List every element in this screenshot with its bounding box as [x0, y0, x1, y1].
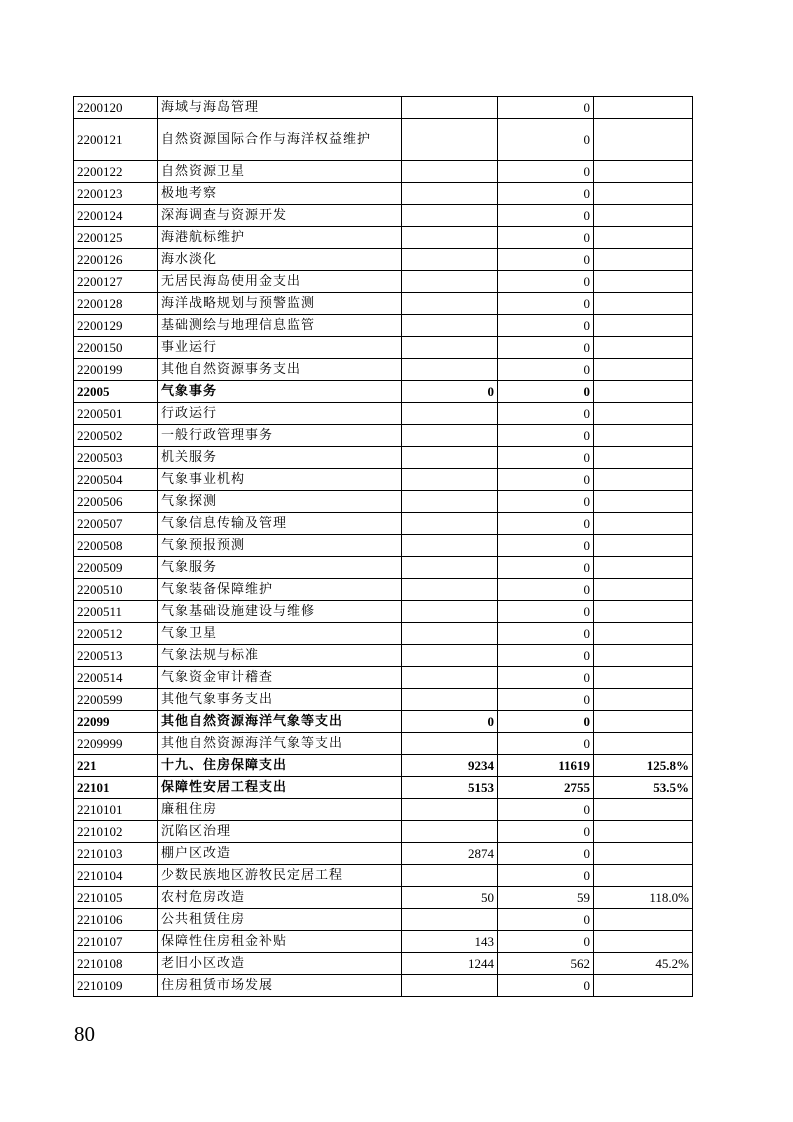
- row-name: 海洋战略规划与预警监测: [158, 293, 402, 315]
- row-actual-value: 0: [498, 119, 594, 161]
- row-code: 2200513: [74, 645, 158, 667]
- row-code: 22005: [74, 381, 158, 403]
- row-actual-value: 0: [498, 821, 594, 843]
- row-code: 2200514: [74, 667, 158, 689]
- row-percent-value: [594, 623, 693, 645]
- row-name: 廉租住房: [158, 799, 402, 821]
- row-percent-value: [594, 491, 693, 513]
- row-code: 2200150: [74, 337, 158, 359]
- table-row: [74, 909, 693, 931]
- row-percent-value: [594, 271, 693, 293]
- row-percent-value: [594, 535, 693, 557]
- row-code: 2210108: [74, 953, 158, 975]
- table-row: [74, 843, 693, 865]
- row-code: 2210102: [74, 821, 158, 843]
- row-code: 2210103: [74, 843, 158, 865]
- row-actual-value: 0: [498, 97, 594, 119]
- table-row: [74, 183, 693, 205]
- row-budget-value: [402, 557, 498, 579]
- row-code: 2210107: [74, 931, 158, 953]
- row-percent-value: [594, 975, 693, 997]
- row-actual-value: 0: [498, 425, 594, 447]
- row-budget-value: [402, 909, 498, 931]
- row-budget-value: [402, 667, 498, 689]
- row-percent-value: [594, 645, 693, 667]
- row-code: 22101: [74, 777, 158, 799]
- row-percent-value: [594, 601, 693, 623]
- row-actual-value: 11619: [498, 755, 594, 777]
- row-budget-value: [402, 733, 498, 755]
- row-code: 2210104: [74, 865, 158, 887]
- row-actual-value: 59: [498, 887, 594, 909]
- row-percent-value: [594, 337, 693, 359]
- row-code: 2209999: [74, 733, 158, 755]
- row-name: 气象信息传输及管理: [158, 513, 402, 535]
- row-code: 2200511: [74, 601, 158, 623]
- row-budget-value: [402, 249, 498, 271]
- row-name: 老旧小区改造: [158, 953, 402, 975]
- row-code: 2200125: [74, 227, 158, 249]
- row-budget-value: [402, 425, 498, 447]
- table-row: [74, 887, 693, 909]
- row-name: 海港航标维护: [158, 227, 402, 249]
- budget-table: [73, 96, 693, 997]
- row-percent-value: [594, 97, 693, 119]
- row-code: 2200121: [74, 119, 158, 161]
- row-actual-value: 0: [498, 733, 594, 755]
- row-budget-value: [402, 271, 498, 293]
- row-budget-value: [402, 689, 498, 711]
- table-row: [74, 469, 693, 491]
- row-code: 2200507: [74, 513, 158, 535]
- row-budget-value: [402, 315, 498, 337]
- row-actual-value: 0: [498, 711, 594, 733]
- row-budget-value: [402, 359, 498, 381]
- row-name: 海水淡化: [158, 249, 402, 271]
- table-body: [74, 97, 693, 997]
- row-name: 气象装备保障维护: [158, 579, 402, 601]
- table-row: [74, 557, 693, 579]
- row-name: 自然资源国际合作与海洋权益维护: [158, 119, 402, 161]
- row-name: 无居民海岛使用金支出: [158, 271, 402, 293]
- row-budget-value: [402, 799, 498, 821]
- row-actual-value: 0: [498, 447, 594, 469]
- table-row: [74, 667, 693, 689]
- row-budget-value: 5153: [402, 777, 498, 799]
- table-row: [74, 271, 693, 293]
- row-budget-value: 0: [402, 381, 498, 403]
- row-budget-value: [402, 579, 498, 601]
- row-name: 海域与海岛管理: [158, 97, 402, 119]
- row-code: 2200502: [74, 425, 158, 447]
- row-actual-value: 0: [498, 557, 594, 579]
- row-actual-value: 0: [498, 183, 594, 205]
- row-budget-value: [402, 337, 498, 359]
- row-code: 22099: [74, 711, 158, 733]
- row-code: 2200503: [74, 447, 158, 469]
- row-name: 十九、住房保障支出: [158, 755, 402, 777]
- row-percent-value: [594, 447, 693, 469]
- row-actual-value: 0: [498, 403, 594, 425]
- row-actual-value: 0: [498, 337, 594, 359]
- row-code: 221: [74, 755, 158, 777]
- row-percent-value: [594, 821, 693, 843]
- row-budget-value: [402, 403, 498, 425]
- row-actual-value: 0: [498, 623, 594, 645]
- row-percent-value: 118.0%: [594, 887, 693, 909]
- row-actual-value: 562: [498, 953, 594, 975]
- row-code: 2200510: [74, 579, 158, 601]
- table-row: [74, 821, 693, 843]
- row-budget-value: 9234: [402, 755, 498, 777]
- row-actual-value: 0: [498, 359, 594, 381]
- row-percent-value: [594, 579, 693, 601]
- table-row: [74, 227, 693, 249]
- table-row: [74, 931, 693, 953]
- row-name: 气象法规与标准: [158, 645, 402, 667]
- row-actual-value: 0: [498, 645, 594, 667]
- table-row: [74, 535, 693, 557]
- row-actual-value: 0: [498, 491, 594, 513]
- row-name: 事业运行: [158, 337, 402, 359]
- row-actual-value: 0: [498, 579, 594, 601]
- row-code: 2200509: [74, 557, 158, 579]
- row-actual-value: 0: [498, 843, 594, 865]
- table-row: [74, 381, 693, 403]
- row-actual-value: 0: [498, 271, 594, 293]
- row-code: 2200506: [74, 491, 158, 513]
- row-percent-value: [594, 227, 693, 249]
- table-row: [74, 865, 693, 887]
- row-budget-value: [402, 645, 498, 667]
- row-code: 2200508: [74, 535, 158, 557]
- row-name: 保障性住房租金补贴: [158, 931, 402, 953]
- row-percent-value: [594, 733, 693, 755]
- table-row: [74, 579, 693, 601]
- row-name: 极地考察: [158, 183, 402, 205]
- row-percent-value: [594, 667, 693, 689]
- row-name: 气象资金审计稽查: [158, 667, 402, 689]
- row-name: 其他自然资源事务支出: [158, 359, 402, 381]
- row-actual-value: 0: [498, 909, 594, 931]
- row-budget-value: [402, 513, 498, 535]
- row-actual-value: 0: [498, 469, 594, 491]
- row-budget-value: [402, 821, 498, 843]
- row-code: 2200120: [74, 97, 158, 119]
- row-actual-value: 0: [498, 513, 594, 535]
- row-name: 行政运行: [158, 403, 402, 425]
- table-row: [74, 953, 693, 975]
- table-row: [74, 425, 693, 447]
- row-actual-value: 0: [498, 205, 594, 227]
- row-percent-value: [594, 183, 693, 205]
- row-code: 2200127: [74, 271, 158, 293]
- table-row: [74, 645, 693, 667]
- row-name: 气象事业机构: [158, 469, 402, 491]
- row-name: 农村危房改造: [158, 887, 402, 909]
- row-name: 其他气象事务支出: [158, 689, 402, 711]
- row-percent-value: [594, 161, 693, 183]
- row-actual-value: 2755: [498, 777, 594, 799]
- row-name: 其他自然资源海洋气象等支出: [158, 711, 402, 733]
- row-name: 气象事务: [158, 381, 402, 403]
- row-code: 2200128: [74, 293, 158, 315]
- row-name: 气象卫星: [158, 623, 402, 645]
- row-actual-value: 0: [498, 161, 594, 183]
- table-row: [74, 777, 693, 799]
- row-percent-value: 125.8%: [594, 755, 693, 777]
- table-row: [74, 513, 693, 535]
- row-percent-value: [594, 119, 693, 161]
- row-actual-value: 0: [498, 249, 594, 271]
- table-row: [74, 119, 693, 161]
- row-budget-value: [402, 535, 498, 557]
- row-percent-value: 53.5%: [594, 777, 693, 799]
- table-row: [74, 403, 693, 425]
- row-budget-value: [402, 227, 498, 249]
- row-budget-value: [402, 119, 498, 161]
- table-row: [74, 975, 693, 997]
- table-row: [74, 205, 693, 227]
- row-budget-value: [402, 623, 498, 645]
- row-actual-value: 0: [498, 865, 594, 887]
- table-row: [74, 733, 693, 755]
- row-budget-value: 2874: [402, 843, 498, 865]
- row-budget-value: [402, 97, 498, 119]
- table-row: [74, 97, 693, 119]
- row-name: 一般行政管理事务: [158, 425, 402, 447]
- table-row: [74, 755, 693, 777]
- row-budget-value: [402, 161, 498, 183]
- row-name: 棚户区改造: [158, 843, 402, 865]
- row-budget-value: 143: [402, 931, 498, 953]
- row-code: 2200512: [74, 623, 158, 645]
- row-budget-value: [402, 601, 498, 623]
- row-name: 气象服务: [158, 557, 402, 579]
- row-name: 沉陷区治理: [158, 821, 402, 843]
- row-code: 2200599: [74, 689, 158, 711]
- table-row: [74, 293, 693, 315]
- row-percent-value: [594, 293, 693, 315]
- row-code: 2200501: [74, 403, 158, 425]
- row-percent-value: [594, 557, 693, 579]
- row-budget-value: [402, 469, 498, 491]
- table-row: [74, 491, 693, 513]
- row-percent-value: [594, 513, 693, 535]
- row-percent-value: [594, 359, 693, 381]
- table-row: [74, 315, 693, 337]
- table-row: [74, 689, 693, 711]
- row-name: 深海调查与资源开发: [158, 205, 402, 227]
- row-name: 住房租赁市场发展: [158, 975, 402, 997]
- row-percent-value: [594, 205, 693, 227]
- row-actual-value: 0: [498, 535, 594, 557]
- row-budget-value: 1244: [402, 953, 498, 975]
- row-budget-value: 50: [402, 887, 498, 909]
- row-actual-value: 0: [498, 227, 594, 249]
- row-name: 气象预报预测: [158, 535, 402, 557]
- page-number: 80: [74, 1022, 95, 1046]
- row-budget-value: [402, 293, 498, 315]
- row-percent-value: [594, 799, 693, 821]
- row-code: 2200123: [74, 183, 158, 205]
- row-budget-value: [402, 447, 498, 469]
- row-code: 2200122: [74, 161, 158, 183]
- table-row: [74, 249, 693, 271]
- row-percent-value: [594, 711, 693, 733]
- table-row: [74, 799, 693, 821]
- row-name: 自然资源卫星: [158, 161, 402, 183]
- row-name: 机关服务: [158, 447, 402, 469]
- row-actual-value: 0: [498, 931, 594, 953]
- row-name: 气象基础设施建设与维修: [158, 601, 402, 623]
- row-code: 2200504: [74, 469, 158, 491]
- row-actual-value: 0: [498, 975, 594, 997]
- table-row: [74, 601, 693, 623]
- row-actual-value: 0: [498, 799, 594, 821]
- table-row: [74, 711, 693, 733]
- row-name: 保障性安居工程支出: [158, 777, 402, 799]
- table-row: [74, 447, 693, 469]
- row-percent-value: [594, 909, 693, 931]
- row-percent-value: [594, 469, 693, 491]
- row-actual-value: 0: [498, 667, 594, 689]
- row-code: 2200199: [74, 359, 158, 381]
- row-name: 公共租赁住房: [158, 909, 402, 931]
- row-code: 2210101: [74, 799, 158, 821]
- row-code: 2200126: [74, 249, 158, 271]
- row-code: 2210109: [74, 975, 158, 997]
- row-budget-value: [402, 865, 498, 887]
- row-budget-value: [402, 183, 498, 205]
- row-percent-value: [594, 689, 693, 711]
- row-code: 2200124: [74, 205, 158, 227]
- row-budget-value: 0: [402, 711, 498, 733]
- row-name: 基础测绘与地理信息监管: [158, 315, 402, 337]
- row-name: 气象探测: [158, 491, 402, 513]
- row-percent-value: [594, 381, 693, 403]
- row-actual-value: 0: [498, 381, 594, 403]
- table-row: [74, 161, 693, 183]
- row-actual-value: 0: [498, 601, 594, 623]
- row-actual-value: 0: [498, 689, 594, 711]
- row-percent-value: [594, 865, 693, 887]
- row-percent-value: [594, 425, 693, 447]
- table-row: [74, 623, 693, 645]
- row-percent-value: [594, 315, 693, 337]
- row-actual-value: 0: [498, 315, 594, 337]
- row-name: 少数民族地区游牧民定居工程: [158, 865, 402, 887]
- row-budget-value: [402, 491, 498, 513]
- row-percent-value: [594, 249, 693, 271]
- row-percent-value: 45.2%: [594, 953, 693, 975]
- table-row: [74, 337, 693, 359]
- row-code: 2210105: [74, 887, 158, 909]
- row-percent-value: [594, 931, 693, 953]
- row-budget-value: [402, 975, 498, 997]
- row-percent-value: [594, 843, 693, 865]
- row-budget-value: [402, 205, 498, 227]
- row-name: 其他自然资源海洋气象等支出: [158, 733, 402, 755]
- row-code: 2210106: [74, 909, 158, 931]
- row-percent-value: [594, 403, 693, 425]
- table-row: [74, 359, 693, 381]
- row-code: 2200129: [74, 315, 158, 337]
- row-actual-value: 0: [498, 293, 594, 315]
